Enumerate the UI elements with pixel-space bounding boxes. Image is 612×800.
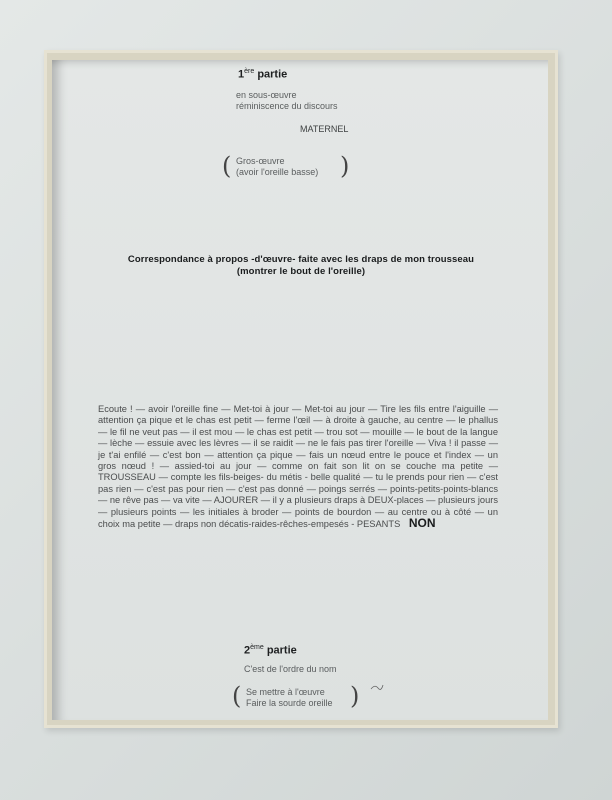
part2-word: partie xyxy=(266,644,297,657)
part1-bracket-right: ) xyxy=(340,152,350,180)
part1-maternel: MATERNEL xyxy=(300,124,349,134)
part1-ordinal: ère xyxy=(244,68,255,75)
pen-mark-icon xyxy=(370,682,384,692)
body-text: Ecoute ! — avoir l'oreille fine — Met-toi à jour — Met-toi au jour — Tire les fils entre l'aiguille — attention ça pique et le chas est petit — ferme l'œil — à droite à gauche, au centre — le phallus — le fil ne veut pas — il est mou — le chas est petit — trou sot — mouille — le bout de la langue — lèche — essuie avec les lèvres — il se raidit — ne le fais pas tirer l'oreille — Viva ! il passe — je t'ai enfilé — c'est bon — attention ça pique — fais un nœud entre le pouce et l'index — un gros nœud ! — assied-toi au jour — comme on fait son lit on se couche ma petite — TROUSSEAU — compte les fils-beiges- du métis - belle qualité — tu le prends pour rien — c'est pas rien — c'est pas pour rien — c'est pas donné — poings serrés — points-petits-points-blancs — ne rêve pas — va vite — AJOURER — il y a plusieurs draps à DEUX-places — plusieurs jours — plusieurs points — les initiales à broder — points de bourdon — au centre ou à côté — un choix ma petite — draps non décatis-raides-rêches-empesés - PESANTS xyxy=(98,404,498,530)
part1-bracket-line1: Gros-œuvre xyxy=(236,156,285,166)
paper-sheet xyxy=(52,60,548,720)
part1-word: partie xyxy=(257,68,288,81)
part2-bracket-left: ( xyxy=(232,682,242,710)
part1-bracket-left: ( xyxy=(222,152,232,180)
part2-number: 2 xyxy=(244,644,251,657)
headline-line2: (montrer le bout de l'oreille) xyxy=(236,266,366,277)
body-paragraph xyxy=(98,404,498,530)
headline xyxy=(66,254,536,278)
part1-line2: réminiscence du discours xyxy=(236,101,338,111)
part1-title xyxy=(238,68,287,81)
part2-line1: C'est de l'ordre du nom xyxy=(244,664,337,674)
part2-bracket-right: ) xyxy=(350,682,360,710)
part2-ordinal: ème xyxy=(250,644,264,651)
non-emphasis: NON xyxy=(408,516,436,531)
part1-bracket-line2: (avoir l'oreille basse) xyxy=(236,167,319,177)
part2-bracket-line1: Se mettre à l'œuvre xyxy=(246,687,325,697)
part2-title xyxy=(244,644,297,657)
part2-bracket-line2: Faire la sourde oreille xyxy=(246,698,333,708)
part1-line1: en sous-œuvre xyxy=(236,90,297,100)
headline-line1: Correspondance à propos -d'œuvre- faite avec les draps de mon trousseau xyxy=(127,254,475,265)
part1-number: 1 xyxy=(238,68,245,81)
